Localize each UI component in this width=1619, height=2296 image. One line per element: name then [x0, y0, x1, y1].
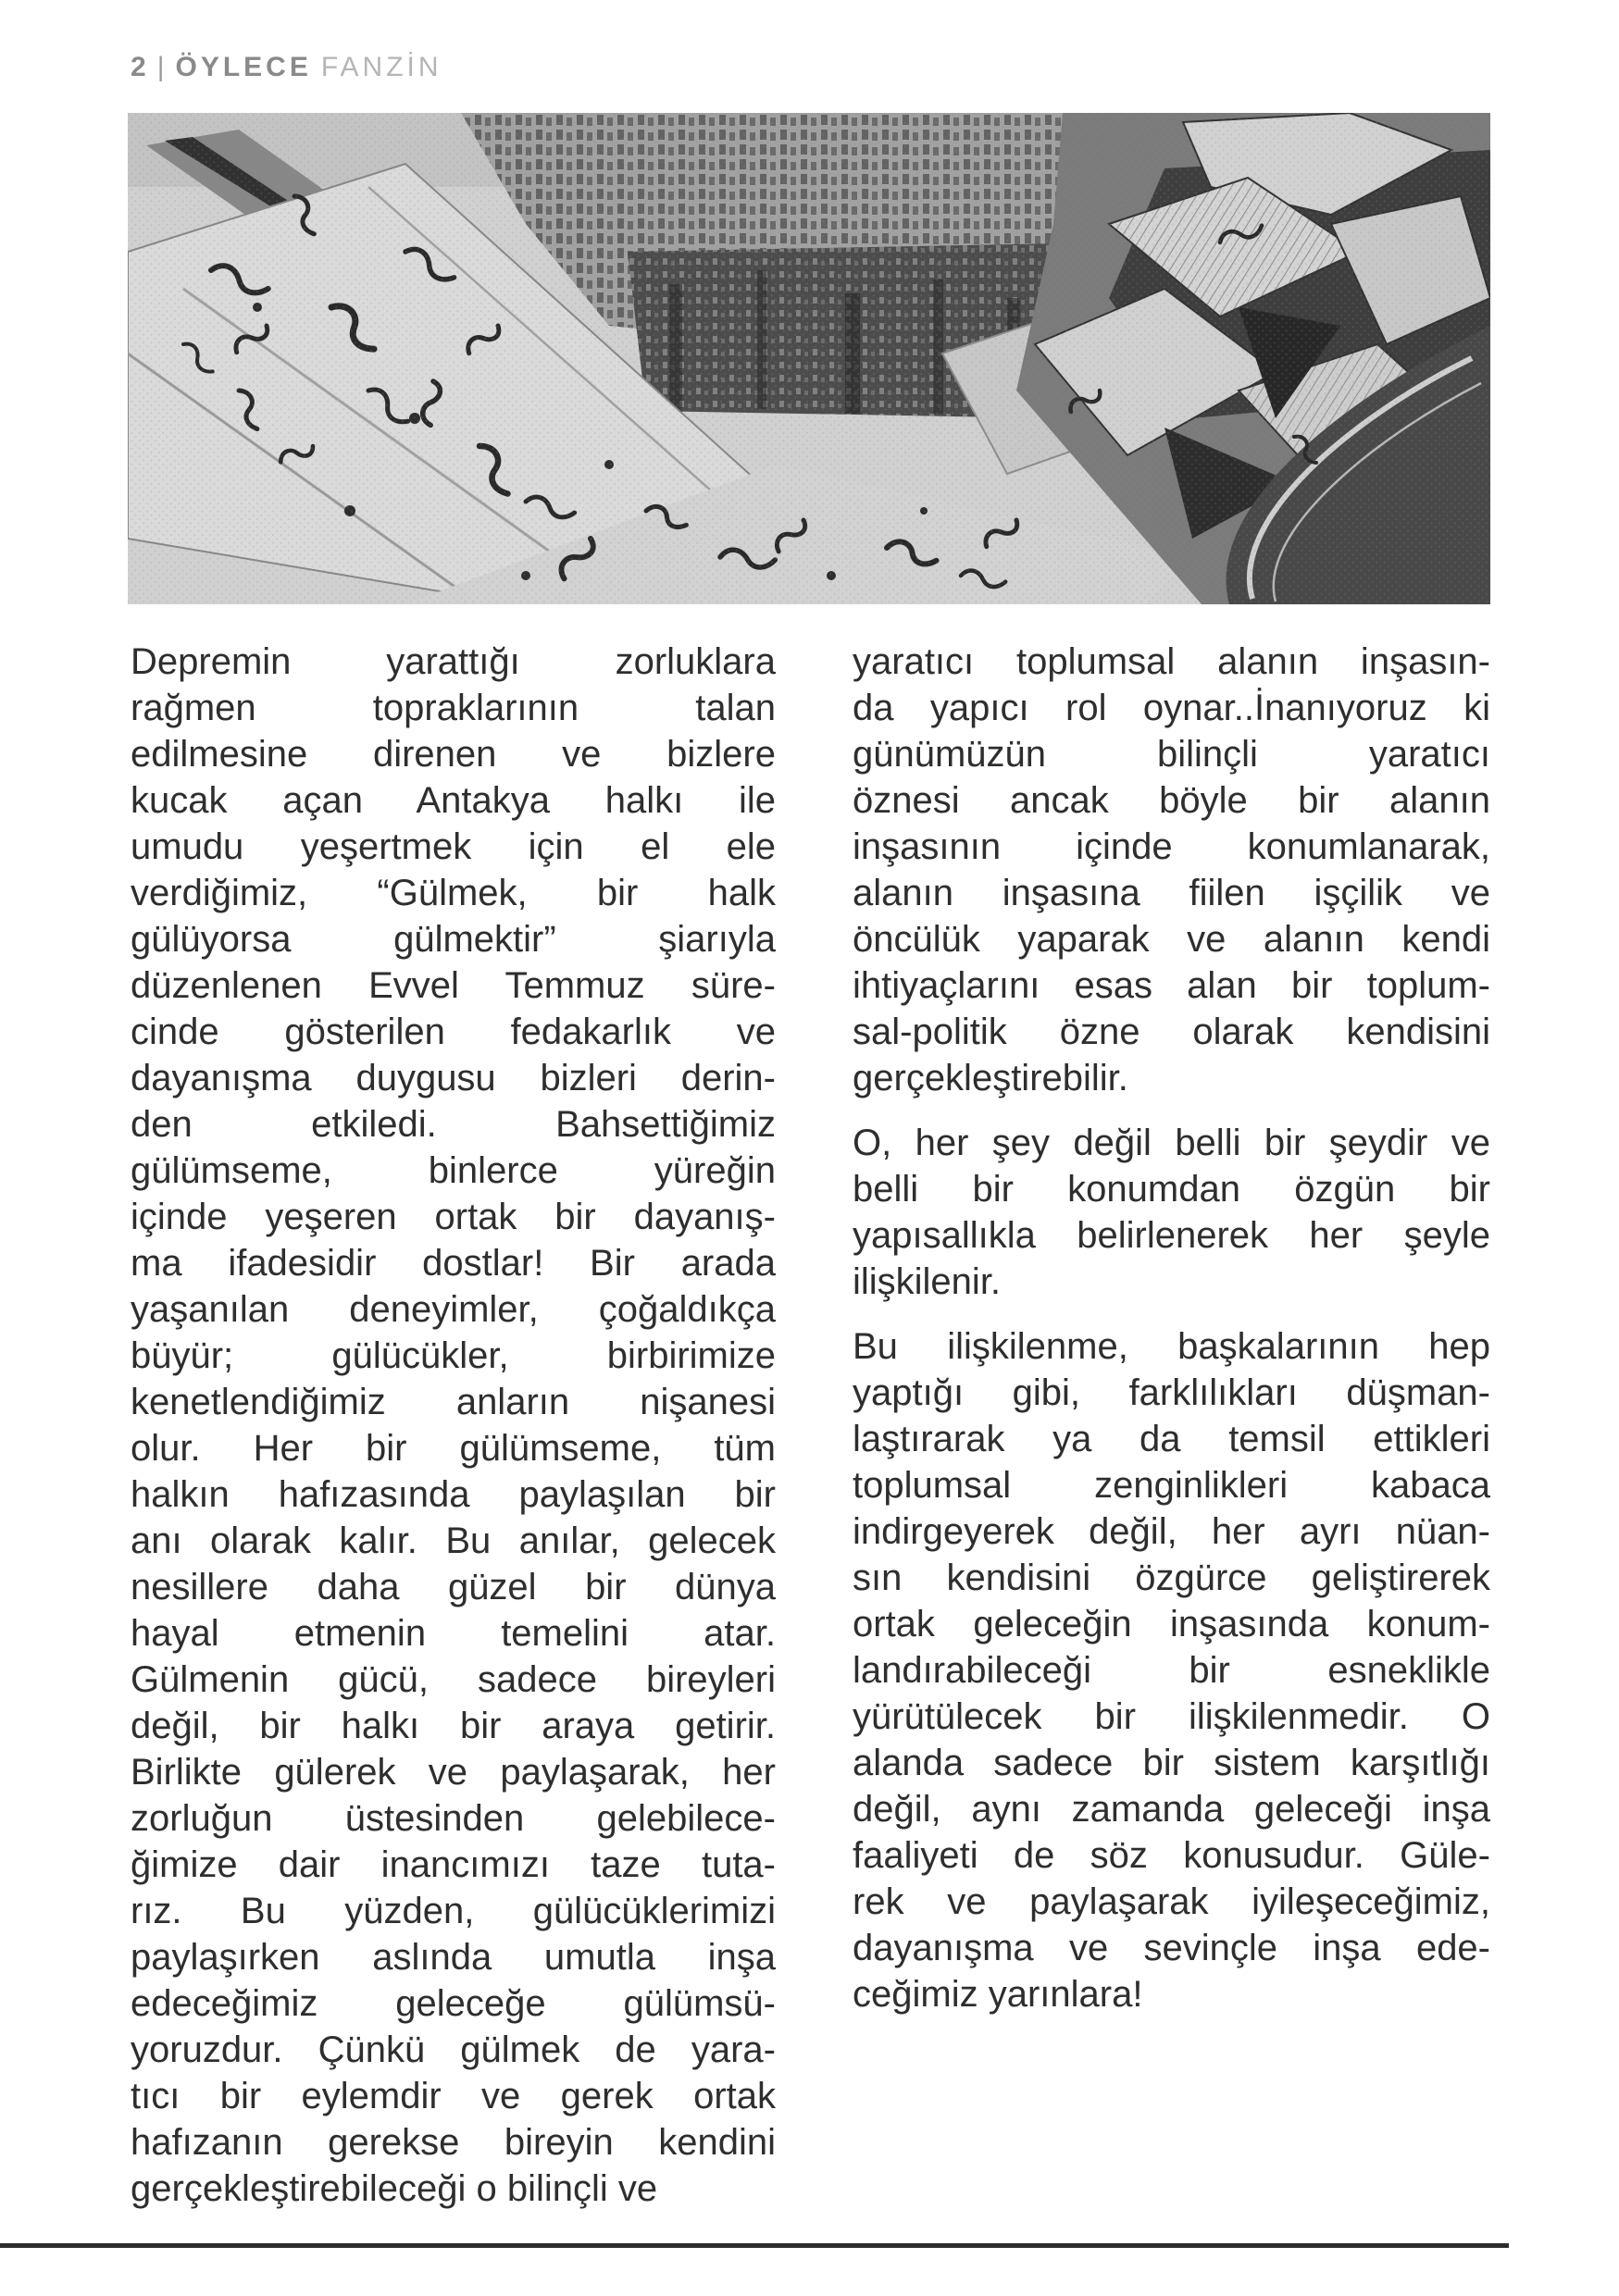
text-line: belli bir konumdan özgün bir [853, 1169, 1490, 1210]
text-line: Bu ilişkilenme, başkalarının hep [853, 1326, 1490, 1367]
text-line: nesillere daha güzel bir dünya [131, 1567, 776, 1607]
text-line: ma ifadesidir dostlar! Bir arada [131, 1243, 776, 1284]
bottom-rule [0, 2243, 1509, 2248]
text-line: olur. Her bir gülümseme, tüm [131, 1428, 776, 1469]
grain-overlay [128, 113, 1490, 604]
text-line: gerçekleştirebilir. [853, 1058, 1128, 1098]
text-line: öncülük yaparak ve alanın kendi [853, 919, 1490, 960]
text-line: gerçekleştirebileceği o bilinçli ve [131, 2168, 658, 2209]
text-line: yoruzdur. Çünkü gülmek de yara- [131, 2029, 776, 2070]
header-separator: | [156, 52, 168, 82]
page-number: 2 [131, 52, 150, 82]
text-line: Birlikte gülerek ve paylaşarak, her [131, 1752, 776, 1793]
text-line: hafızanın gerekse bireyin kendini [131, 2122, 776, 2163]
left-column [131, 639, 776, 2212]
text-line: edilmesine direnen ve bizlere [131, 734, 776, 775]
text-line: değil, bir halkı bir araya getirir. [131, 1706, 776, 1746]
text-line: sal-politik özne olarak kendisini [853, 1011, 1490, 1052]
text-line: paylaşırken aslında umutla inşa [131, 1937, 776, 1978]
text-line: toplumsal zenginlikleri kabaca [853, 1465, 1490, 1506]
text-line: verdiğimiz, “Gülmek, bir halk [131, 873, 776, 913]
text-line: den etkiledi. Bahsettiğimiz [131, 1104, 776, 1145]
text-line: ceğimiz yarınlara! [853, 1974, 1143, 2015]
text-line: halkın hafızasında paylaşılan bir [131, 1474, 776, 1515]
text-line: hayal etmenin temelini atar. [131, 1613, 776, 1654]
text-line: dayanışma ve sevinçle inşa ede- [853, 1928, 1490, 1968]
text-line: inşasının içinde konumlanarak, [853, 826, 1490, 867]
paragraph [853, 639, 1490, 1101]
text-line: Depremin yarattığı zorluklara [131, 641, 776, 682]
text-line: gülüyorsa gülmektir” şiarıyla [131, 919, 776, 960]
text-line: büyür; gülücükler, birbirimize [131, 1335, 776, 1376]
text-line: cinde gösterilen fedakarlık ve [131, 1011, 776, 1052]
text-line: öznesi ancak böyle bir alanın [853, 780, 1490, 821]
paragraph [853, 1120, 1490, 1305]
text-line: günümüzün bilinçli yaratıcı [853, 734, 1490, 775]
text-line: düzenlenen Evvel Temmuz süre- [131, 965, 776, 1006]
text-line: yaşanılan deneyimler, çoğaldıkça [131, 1289, 776, 1330]
text-line: gülümseme, binlerce yüreğin [131, 1150, 776, 1191]
text-line: ortak geleceğin inşasında konum- [853, 1604, 1490, 1644]
text-line: ilişkilenir. [853, 1261, 1002, 1302]
text-line: umudu yeşertmek için el ele [131, 826, 776, 867]
text-line: dayanışma duygusu bizleri derin- [131, 1058, 776, 1098]
text-line: yaratıcı toplumsal alanın inşasın- [853, 641, 1490, 682]
text-line: yaptığı gibi, farklılıkları düşman- [853, 1372, 1490, 1413]
text-line: indirgeyerek değil, her ayrı nüan- [853, 1511, 1490, 1552]
text-line: yürütülecek bir ilişkilenmedir. O [853, 1696, 1490, 1737]
text-line: laştırarak ya da temsil ettikleri [853, 1419, 1490, 1459]
hero-image [128, 113, 1490, 604]
text-line: rız. Bu yüzden, gülücüklerimizi [131, 1891, 776, 1931]
text-line: anı olarak kalır. Bu anılar, gelecek [131, 1520, 776, 1561]
text-line: O, her şey değil belli bir şeydir ve [853, 1123, 1490, 1163]
rubble-illustration [128, 113, 1490, 604]
text-line: ihtiyaçlarını esas alan bir toplum- [853, 965, 1490, 1006]
text-line: sın kendisini özgürce geliştirerek [853, 1558, 1490, 1598]
paragraph [853, 1323, 1490, 2017]
magazine-suffix: FANZİN [320, 52, 442, 82]
text-line: değil, aynı zamanda geleceği inşa [853, 1789, 1490, 1830]
page-header [131, 52, 442, 83]
text-line: rağmen topraklarının talan [131, 688, 776, 728]
text-line: da yapıcı rol oynar..İnanıyoruz ki [853, 688, 1490, 728]
text-line: kenetlendiğimiz anların nişanesi [131, 1382, 776, 1422]
text-line: Gülmenin gücü, sadece bireyleri [131, 1659, 776, 1700]
text-line: zorluğun üstesinden gelebilece- [131, 1798, 776, 1839]
text-line: tıcı bir eylemdir ve gerek ortak [131, 2076, 776, 2116]
text-line: kucak açan Antakya halkı ile [131, 780, 776, 821]
text-line: rek ve paylaşarak iyileşeceğimiz, [853, 1881, 1490, 1922]
text-line: alanda sadece bir sistem karşıtlığı [853, 1743, 1490, 1783]
text-line: alanın inşasına fiilen işçilik ve [853, 873, 1490, 913]
magazine-name: ÖYLECE [175, 52, 312, 82]
text-line: landırabileceği bir esneklikle [853, 1650, 1490, 1691]
text-line: yapısallıkla belirlenerek her şeyle [853, 1215, 1490, 1256]
text-line: içinde yeşeren ortak bir dayanış- [131, 1197, 776, 1237]
text-line: ğimize dair inancımızı taze tuta- [131, 1844, 776, 1885]
text-line: faaliyeti de söz konusudur. Güle- [853, 1835, 1490, 1876]
text-line: edeceğimiz geleceğe gülümsü- [131, 1983, 776, 2024]
right-column [853, 639, 1490, 2017]
